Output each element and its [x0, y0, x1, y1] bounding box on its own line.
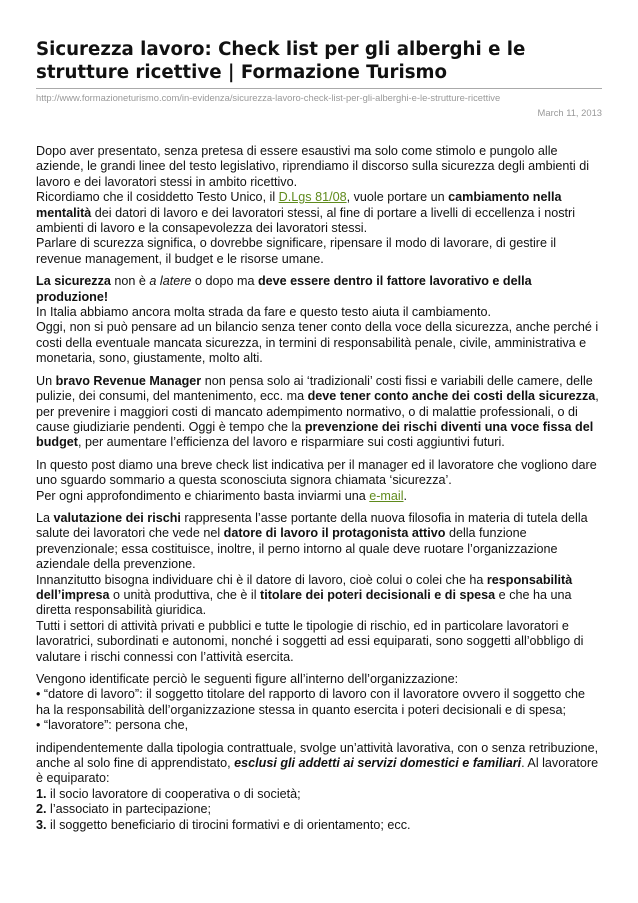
bold-text: deve essere dentro il fattore lavorativo e della produzione!: [36, 274, 536, 304]
paragraph-text: e che ha una diretta responsabilità giuridica.: [36, 587, 576, 618]
bold-text: 1.: [36, 786, 47, 801]
bold-text: responsabilità dell’impresa: [36, 572, 576, 602]
paragraph-text: Vengono identificate perciò le seguenti figure all’interno dell’organizzazione:: [36, 672, 459, 686]
bold-text: deve tener conto anche dei costi della sicurezza: [307, 389, 596, 404]
paragraph-text: il soggetto beneficiario di tirocini formativi e di orientamento; ecc.: [46, 817, 411, 832]
paragraph-text: , per aumentare l’efficienza del lavoro e risparmiare sui costi aggiuntivi futuri.: [77, 435, 505, 450]
paragraph-text: non pensa solo ai ‘tradizionali’ costi fissi e variabili delle camere, delle pulizie, dei consumi, del mantenimento, ecc. ma: [36, 373, 597, 404]
bold-text: La sicurezza: [36, 274, 111, 289]
paragraph-text: , per prevenire i maggiori costi di mancato adempimento normativo, o di malattie professionali, o di cause giudiziarie pendenti. Oggi è tempo che la: [36, 389, 603, 434]
bold-text: datore di lavoro il protagonista attivo: [223, 526, 446, 541]
paragraph-text: Dopo aver presentato, senza pretesa di essere esaustivi ma solo come stimolo e pungolo alle aziende, le grandi linee del testo legislativo, riprendiamo il discorso sulla sicurezza degli ambienti di lavoro e dei lavoratori stessi in ambito ricettivo.: [36, 144, 593, 189]
paragraph-text: , vuole portare un: [346, 190, 449, 205]
paragraph-text: La: [36, 510, 54, 525]
bold-text: 2.: [36, 802, 47, 817]
dlgs-81-08-link[interactable]: D.Lgs 81/08: [278, 190, 347, 205]
paragraph: [36, 741, 602, 833]
paragraph-text: della funzione prevenzionale; essa costituisce, inoltre, il perno intorno al quale deve ruotare l’organizzazione aziendale della prevenzione.: [36, 526, 562, 572]
bold-text: titolare dei poteri decisionali e di spesa: [260, 587, 496, 602]
paragraph: [36, 672, 602, 734]
bold-text: bravo Revenue Manager: [55, 373, 202, 388]
paragraph-text: o dopo ma: [191, 274, 258, 289]
paragraph: [36, 511, 602, 665]
italic-text: a latere: [149, 274, 192, 289]
paragraph-text: o unità produttiva, che è il: [109, 587, 261, 602]
paragraph-text: Un: [36, 373, 56, 388]
paragraph-text: In Italia abbiamo ancora molta strada da fare e questo testo aiuta il cambiamento.: [36, 305, 492, 320]
paragraph-text: Tutti i settori di attività privati e pubblici e tutte le tipologie di rischio, ed in particolare lavoratori e lavoratrici, subordinati e autonomi, nonché i soggetti ad essi equiparati, sono soggetti all’obbligo di valutare i rischi connessi con l’attività esercita.: [36, 618, 587, 664]
source-url: http://www.formazioneturismo.com/in-evidenza/sicurezza-lavoro-check-list-per-gli-alberghi-e-le-strutture-ricettive: [36, 92, 501, 103]
paragraph-text: l’associato in partecipazione;: [46, 802, 212, 817]
bold-text: valutazione dei rischi: [53, 510, 181, 525]
paragraph-text: il socio lavoratore di cooperativa o di società;: [46, 786, 301, 801]
publish-date: March 11, 2013: [537, 107, 602, 118]
paragraph-text: non è: [110, 274, 150, 289]
paragraph-text: Innanzitutto bisogna individuare chi è il datore di lavoro, cioè colui o colei che ha: [36, 572, 487, 587]
article-body: [36, 144, 602, 833]
paragraph-text: Oggi, non si può pensare ad un bilancio senza tener conto della voce della sicurezza, anche perché i costi della eventuale mancata sicurezza, in termini di responsabilità penale, civile, amministrativa e monetaria, sono, giustamente, molto alti.: [36, 320, 602, 366]
paragraph: [36, 274, 602, 366]
paragraph-text: • “datore di lavoro”: il soggetto titolare del rapporto di lavoro con il lavoratore ovvero il soggetto che ha la responsabilità dell’organizzazione stessa in quanto esercita i poteri decisionali e di spesa;: [36, 687, 589, 717]
bold-text: prevenzione dei rischi diventi una voce fissa del budget: [36, 419, 597, 450]
paragraph-text: In questo post diamo una breve check list indicativa per il manager ed il lavoratore che vogliono dare uno sguardo sommario a questa sconosciuta signora chiamata ‘sicurezza’.: [36, 457, 601, 488]
page-title: Sicurezza lavoro: Check list per gli alberghi e le strutture ricettive | Formazione Turismo: [36, 39, 526, 83]
paragraph-text: Per ogni approfondimento e chiarimento basta inviarmi una: [36, 488, 370, 503]
paragraph-text: Ricordiamo che il cosiddetto Testo Unico, il: [36, 190, 279, 205]
paragraph-text: Parlare di scurezza significa, o dovrebbe significare, ripensare il modo di lavorare, di gestire il revenue management, il budget e le risorse umane.: [36, 236, 560, 266]
bold-text: 3.: [36, 817, 47, 832]
document-page: [36, 38, 602, 840]
title-divider: [36, 88, 602, 89]
paragraph-text: .: [403, 488, 408, 503]
paragraph-text: dei datori di lavoro e dei lavoratori stessi, al fine di portare a livelli di eccellenza i nostri ambienti di lavoro e la consapevolezza dei lavoratori stessi.: [36, 205, 579, 236]
paragraph-text: • “lavoratore”: persona che,: [36, 718, 189, 733]
paragraph: [36, 374, 602, 451]
paragraph-text: rappresenta l’asse portante della nuova filosofia in materia di tutela della salute dei lavoratori che vede nel: [36, 510, 592, 541]
paragraph-text: indipendentemente dalla tipologia contrattuale, svolge un’attività lavorativa, con o senza retribuzione, anche al solo fine di apprendistato,: [36, 740, 602, 771]
bold-text: cambiamento nella mentalità: [36, 190, 565, 220]
paragraph: [36, 458, 602, 504]
bold-text: esclusi gli addetti ai servizi domestici e familiari: [234, 756, 522, 771]
email-link[interactable]: e-mail: [369, 488, 404, 503]
paragraph-text: . Al lavoratore è equiparato:: [36, 756, 602, 786]
paragraph: [36, 144, 602, 267]
